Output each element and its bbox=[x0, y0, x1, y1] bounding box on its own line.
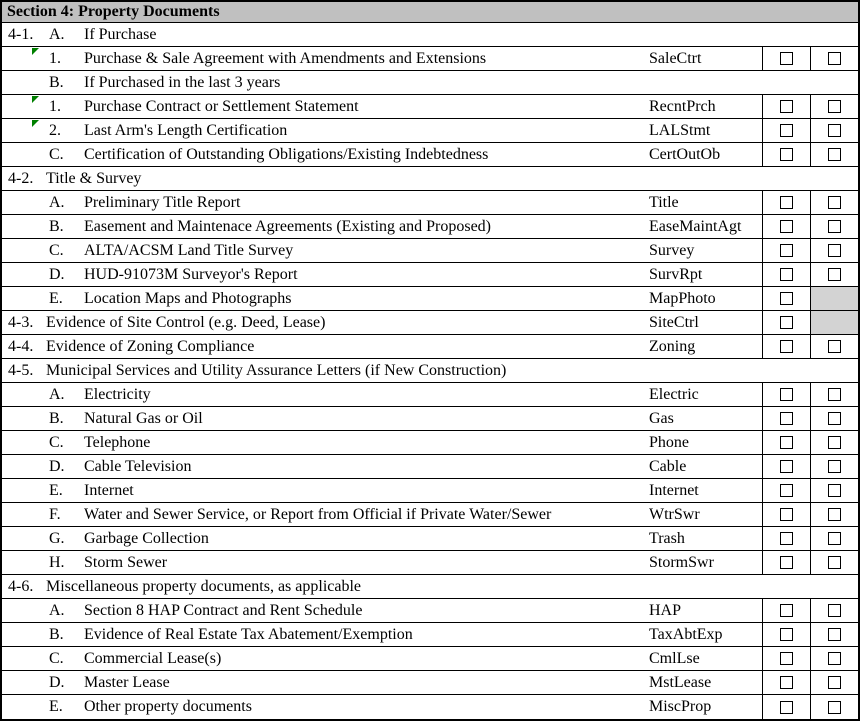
checkbox-2[interactable] bbox=[828, 388, 841, 401]
checkbox-1[interactable] bbox=[780, 292, 793, 305]
item-number bbox=[2, 119, 46, 142]
item-description-cell bbox=[46, 311, 646, 334]
checkbox-1[interactable] bbox=[780, 436, 793, 449]
item-code: LALStmt bbox=[649, 121, 711, 139]
checkbox-cell-2 bbox=[810, 287, 858, 310]
item-code: TaxAbtExp bbox=[649, 625, 723, 643]
item-description-cell bbox=[46, 455, 646, 478]
item-code: MstLease bbox=[649, 673, 712, 691]
item-number: 4-1. bbox=[8, 25, 34, 43]
item-number bbox=[2, 407, 46, 430]
item-description: Cable Television bbox=[84, 457, 192, 475]
checkbox-1[interactable] bbox=[780, 508, 793, 521]
item-sub-label: D. bbox=[49, 457, 65, 475]
item-description: If Purchased in the last 3 years bbox=[84, 73, 281, 91]
checkbox-cell-2 bbox=[810, 335, 858, 358]
table-row bbox=[2, 671, 858, 695]
table-row bbox=[2, 335, 858, 359]
item-code bbox=[646, 23, 762, 46]
item-sub-label: A. bbox=[49, 385, 65, 403]
item-description: Purchase Contract or Settlement Statement bbox=[84, 97, 359, 115]
checkbox-cell-2 bbox=[810, 119, 858, 142]
item-description-cell bbox=[46, 167, 646, 190]
checkbox-cell-2 bbox=[810, 71, 858, 94]
checkbox-2[interactable] bbox=[828, 268, 841, 281]
item-sub-label: C. bbox=[49, 145, 64, 163]
checkbox-1[interactable] bbox=[780, 100, 793, 113]
checkbox-cell-2 bbox=[810, 527, 858, 550]
checkbox-cell-1 bbox=[762, 695, 810, 719]
item-sub-label: A. bbox=[49, 25, 65, 43]
checkbox-2[interactable] bbox=[828, 676, 841, 689]
item-sub-label: 1. bbox=[49, 97, 61, 115]
item-number bbox=[2, 671, 46, 694]
table-row bbox=[2, 71, 858, 95]
item-sub-label: B. bbox=[49, 409, 64, 427]
checkbox-2[interactable] bbox=[828, 148, 841, 161]
checkbox-2[interactable] bbox=[828, 220, 841, 233]
table-row bbox=[2, 311, 858, 335]
item-description-cell bbox=[46, 527, 646, 550]
checkbox-1[interactable] bbox=[780, 340, 793, 353]
item-code: Title bbox=[649, 193, 679, 211]
item-code: HAP bbox=[649, 601, 682, 619]
table-row bbox=[2, 23, 858, 47]
table-row bbox=[2, 239, 858, 263]
item-sub-label: B. bbox=[49, 217, 64, 235]
item-code: SiteCtrl bbox=[649, 313, 699, 331]
table-row bbox=[2, 47, 858, 71]
checkbox-1[interactable] bbox=[780, 556, 793, 569]
item-description: Easement and Maintenace Agreements (Existing and Proposed) bbox=[84, 217, 491, 235]
item-sub-label: C. bbox=[49, 649, 64, 667]
checkbox-1[interactable] bbox=[780, 628, 793, 641]
item-code: SurvRpt bbox=[649, 265, 703, 283]
table-row bbox=[2, 599, 858, 623]
item-number: 4-5. bbox=[8, 361, 34, 379]
item-description-cell bbox=[46, 143, 646, 166]
checkbox-cell-1 bbox=[762, 479, 810, 502]
item-description-cell bbox=[46, 239, 646, 262]
section-header bbox=[2, 2, 858, 23]
item-sub-label: E. bbox=[49, 481, 63, 499]
item-number bbox=[2, 239, 46, 262]
checkbox-1[interactable] bbox=[780, 604, 793, 617]
checkbox-2[interactable] bbox=[828, 556, 841, 569]
item-code: Trash bbox=[649, 529, 685, 547]
item-code: Gas bbox=[649, 409, 674, 427]
checkbox-2[interactable] bbox=[828, 532, 841, 545]
item-code bbox=[646, 575, 762, 598]
checkbox-cell-1 bbox=[762, 95, 810, 118]
checkbox-1[interactable] bbox=[780, 676, 793, 689]
item-description-cell bbox=[46, 695, 646, 719]
item-sub-label: 1. bbox=[49, 49, 61, 67]
checkbox-2[interactable] bbox=[828, 196, 841, 209]
table-row bbox=[2, 479, 858, 503]
item-number: 4-2. bbox=[8, 169, 34, 187]
item-number bbox=[2, 287, 46, 310]
item-number bbox=[2, 143, 46, 166]
item-description-cell bbox=[46, 479, 646, 502]
checkbox-2[interactable] bbox=[828, 124, 841, 137]
item-description-cell bbox=[46, 263, 646, 286]
table-row bbox=[2, 263, 858, 287]
checkbox-cell-1 bbox=[762, 143, 810, 166]
item-description: Storm Sewer bbox=[84, 553, 168, 571]
checkbox-cell-2 bbox=[810, 551, 858, 574]
checkbox-cell-2 bbox=[810, 23, 858, 46]
item-sub-label: H. bbox=[49, 553, 65, 571]
checkbox-cell-1 bbox=[762, 215, 810, 238]
table-row bbox=[2, 287, 858, 311]
table-row bbox=[2, 167, 858, 191]
checkbox-2[interactable] bbox=[828, 340, 841, 353]
item-number bbox=[2, 479, 46, 502]
table-row bbox=[2, 359, 858, 383]
item-sub-label: E. bbox=[49, 698, 63, 715]
checkbox-cell-2 bbox=[810, 143, 858, 166]
item-description: Telephone bbox=[84, 433, 151, 451]
item-description: Evidence of Site Control (e.g. Deed, Lease) bbox=[46, 313, 326, 331]
item-description: Title & Survey bbox=[46, 169, 142, 187]
checkbox-2[interactable] bbox=[828, 460, 841, 473]
table-row bbox=[2, 503, 858, 527]
checkbox-cell-2 bbox=[810, 455, 858, 478]
checkbox-cell-1 bbox=[762, 167, 810, 190]
item-sub-label: F. bbox=[49, 505, 61, 523]
item-description: Electricity bbox=[84, 385, 151, 403]
checkbox-cell-1 bbox=[762, 263, 810, 286]
item-description: Garbage Collection bbox=[84, 529, 209, 547]
item-number bbox=[2, 191, 46, 214]
checkbox-cell-2 bbox=[810, 479, 858, 502]
checkbox-cell-2 bbox=[810, 431, 858, 454]
checkbox-2[interactable] bbox=[828, 412, 841, 425]
checkbox-1[interactable] bbox=[780, 124, 793, 137]
item-description: Commercial Lease(s) bbox=[84, 649, 222, 667]
item-code bbox=[646, 167, 762, 190]
item-description: Location Maps and Photographs bbox=[84, 289, 292, 307]
item-code bbox=[646, 359, 762, 382]
checkbox-1[interactable] bbox=[780, 316, 793, 329]
item-number bbox=[2, 647, 46, 670]
checkbox-cell-1 bbox=[762, 599, 810, 622]
item-description: Certification of Outstanding Obligations/Existing Indebtedness bbox=[84, 145, 489, 163]
checkbox-cell-2 bbox=[810, 575, 858, 598]
item-code: Phone bbox=[649, 433, 689, 451]
table-row bbox=[2, 95, 858, 119]
item-description: Last Arm's Length Certification bbox=[84, 121, 288, 139]
checkbox-2[interactable] bbox=[828, 52, 841, 65]
item-code: MapPhoto bbox=[649, 289, 716, 307]
item-description-cell bbox=[46, 71, 646, 94]
item-code: MiscProp bbox=[649, 698, 712, 715]
comment-indicator-icon bbox=[32, 48, 39, 55]
item-description-cell bbox=[46, 623, 646, 646]
table-row bbox=[2, 383, 858, 407]
item-number: 4-3. bbox=[8, 313, 34, 331]
checkbox-cell-2 bbox=[810, 191, 858, 214]
item-description-cell bbox=[46, 47, 646, 70]
table-row bbox=[2, 695, 858, 719]
checkbox-1[interactable] bbox=[780, 268, 793, 281]
table-row bbox=[2, 551, 858, 575]
item-number: 4-4. bbox=[8, 337, 34, 355]
item-sub-label: A. bbox=[49, 601, 65, 619]
item-description: If Purchase bbox=[84, 25, 157, 43]
item-description: ALTA/ACSM Land Title Survey bbox=[84, 241, 294, 259]
item-code: Zoning bbox=[649, 337, 696, 355]
item-description-cell bbox=[46, 119, 646, 142]
item-code: EaseMaintAgt bbox=[649, 217, 742, 235]
checkbox-1[interactable] bbox=[780, 412, 793, 425]
item-code: RecntPrch bbox=[649, 97, 716, 115]
section-title: Section 4: Property Documents bbox=[7, 3, 220, 20]
table-row bbox=[2, 647, 858, 671]
checkbox-cell-1 bbox=[762, 311, 810, 334]
checkbox-cell-1 bbox=[762, 335, 810, 358]
checkbox-2[interactable] bbox=[828, 628, 841, 641]
item-number bbox=[2, 455, 46, 478]
checkbox-cell-2 bbox=[810, 359, 858, 382]
item-number bbox=[2, 527, 46, 550]
item-number bbox=[2, 215, 46, 238]
item-description-cell bbox=[46, 503, 646, 526]
checkbox-1[interactable] bbox=[780, 388, 793, 401]
checkbox-cell-1 bbox=[762, 287, 810, 310]
checkbox-2[interactable] bbox=[828, 436, 841, 449]
item-number bbox=[2, 503, 46, 526]
checkbox-2[interactable] bbox=[828, 484, 841, 497]
item-description-cell bbox=[46, 575, 646, 598]
checkbox-cell-1 bbox=[762, 527, 810, 550]
checkbox-1[interactable] bbox=[780, 701, 793, 714]
checkbox-cell-2 bbox=[810, 647, 858, 670]
item-description-cell bbox=[46, 599, 646, 622]
table-row bbox=[2, 191, 858, 215]
item-code: Cable bbox=[649, 457, 687, 475]
table-row bbox=[2, 455, 858, 479]
checkbox-1[interactable] bbox=[780, 52, 793, 65]
table-row bbox=[2, 143, 858, 167]
checkbox-cell-1 bbox=[762, 431, 810, 454]
item-sub-label: B. bbox=[49, 73, 64, 91]
item-code: SaleCtrt bbox=[649, 49, 702, 67]
checkbox-cell-1 bbox=[762, 503, 810, 526]
item-number bbox=[2, 599, 46, 622]
table-row bbox=[2, 623, 858, 647]
item-code: CertOutOb bbox=[649, 145, 721, 163]
item-code: Electric bbox=[649, 385, 699, 403]
item-description-cell bbox=[46, 359, 646, 382]
item-description: Miscellaneous property documents, as applicable bbox=[46, 577, 362, 595]
item-description: Water and Sewer Service, or Report from Official if Private Water/Sewer bbox=[84, 505, 552, 523]
item-description: Section 8 HAP Contract and Rent Schedule bbox=[84, 601, 363, 619]
table-row bbox=[2, 215, 858, 239]
checkbox-2[interactable] bbox=[828, 701, 841, 714]
checkbox-cell-1 bbox=[762, 623, 810, 646]
item-description: Evidence of Zoning Compliance bbox=[46, 337, 255, 355]
item-description-cell bbox=[46, 551, 646, 574]
item-code: StormSwr bbox=[649, 553, 714, 571]
checkbox-cell-2 bbox=[810, 623, 858, 646]
item-number bbox=[2, 623, 46, 646]
item-description: Purchase & Sale Agreement with Amendments and Extensions bbox=[84, 49, 487, 67]
table-row bbox=[2, 119, 858, 143]
item-number: 4-6. bbox=[8, 577, 34, 595]
checkbox-1[interactable] bbox=[780, 148, 793, 161]
checkbox-1[interactable] bbox=[780, 484, 793, 497]
checkbox-2[interactable] bbox=[828, 652, 841, 665]
item-description: Preliminary Title Report bbox=[84, 193, 241, 211]
item-number bbox=[2, 695, 46, 719]
item-description-cell bbox=[46, 431, 646, 454]
checkbox-cell-1 bbox=[762, 119, 810, 142]
checkbox-2[interactable] bbox=[828, 604, 841, 617]
item-number bbox=[2, 263, 46, 286]
item-description: HUD-91073M Surveyor's Report bbox=[84, 265, 298, 283]
checkbox-cell-2 bbox=[810, 167, 858, 190]
checkbox-cell-2 bbox=[810, 695, 858, 719]
checkbox-cell-2 bbox=[810, 671, 858, 694]
checkbox-2[interactable] bbox=[828, 100, 841, 113]
item-description: Natural Gas or Oil bbox=[84, 409, 203, 427]
item-description-cell bbox=[46, 191, 646, 214]
checkbox-cell-1 bbox=[762, 47, 810, 70]
item-description: Municipal Services and Utility Assurance Letters (if New Construction) bbox=[46, 361, 507, 379]
checkbox-cell-2 bbox=[810, 47, 858, 70]
item-number bbox=[2, 551, 46, 574]
item-code: CmlLse bbox=[649, 649, 700, 667]
checkbox-1[interactable] bbox=[780, 460, 793, 473]
checkbox-cell-1 bbox=[762, 551, 810, 574]
item-sub-label: E. bbox=[49, 289, 63, 307]
checkbox-cell-2 bbox=[810, 95, 858, 118]
table-row bbox=[2, 407, 858, 431]
checkbox-cell-2 bbox=[810, 215, 858, 238]
item-sub-label: G. bbox=[49, 529, 65, 547]
item-number bbox=[2, 431, 46, 454]
checkbox-cell-1 bbox=[762, 191, 810, 214]
checkbox-cell-2 bbox=[810, 263, 858, 286]
checkbox-cell-1 bbox=[762, 359, 810, 382]
item-description-cell bbox=[46, 671, 646, 694]
item-sub-label: D. bbox=[49, 673, 65, 691]
item-description-cell bbox=[46, 647, 646, 670]
checkbox-cell-1 bbox=[762, 455, 810, 478]
checkbox-cell-2 bbox=[810, 311, 858, 334]
checkbox-cell-1 bbox=[762, 239, 810, 262]
item-description: Internet bbox=[84, 481, 134, 499]
item-code bbox=[646, 71, 762, 94]
checkbox-cell-1 bbox=[762, 23, 810, 46]
checkbox-cell-1 bbox=[762, 407, 810, 430]
comment-indicator-icon bbox=[32, 96, 39, 103]
checkbox-1[interactable] bbox=[780, 532, 793, 545]
checkbox-2[interactable] bbox=[828, 244, 841, 257]
item-sub-label: B. bbox=[49, 625, 64, 643]
checkbox-cell-2 bbox=[810, 503, 858, 526]
item-sub-label: C. bbox=[49, 241, 64, 259]
checkbox-cell-2 bbox=[810, 239, 858, 262]
checkbox-cell-2 bbox=[810, 383, 858, 406]
item-code: WtrSwr bbox=[649, 505, 700, 523]
table-row bbox=[2, 575, 858, 599]
item-number bbox=[2, 47, 46, 70]
item-description: Evidence of Real Estate Tax Abatement/Exemption bbox=[84, 625, 413, 643]
comment-indicator-icon bbox=[32, 120, 39, 127]
checkbox-1[interactable] bbox=[780, 220, 793, 233]
item-description-cell bbox=[46, 95, 646, 118]
checkbox-cell-2 bbox=[810, 599, 858, 622]
checkbox-1[interactable] bbox=[780, 244, 793, 257]
item-description-cell bbox=[46, 287, 646, 310]
checkbox-cell-2 bbox=[810, 407, 858, 430]
rows-body bbox=[2, 23, 858, 719]
checkbox-2[interactable] bbox=[828, 508, 841, 521]
item-sub-label: D. bbox=[49, 265, 65, 283]
item-number bbox=[2, 383, 46, 406]
item-number bbox=[2, 95, 46, 118]
item-description-cell bbox=[46, 407, 646, 430]
item-description-cell bbox=[46, 383, 646, 406]
table-row bbox=[2, 431, 858, 455]
checkbox-cell-1 bbox=[762, 575, 810, 598]
item-description-cell bbox=[46, 335, 646, 358]
item-code: Internet bbox=[649, 481, 699, 499]
checkbox-1[interactable] bbox=[780, 196, 793, 209]
item-description: Other property documents bbox=[84, 698, 252, 715]
table-row bbox=[2, 527, 858, 551]
item-description-cell bbox=[46, 215, 646, 238]
checkbox-cell-1 bbox=[762, 671, 810, 694]
item-sub-label: C. bbox=[49, 433, 64, 451]
checkbox-cell-1 bbox=[762, 71, 810, 94]
item-code: Survey bbox=[649, 241, 695, 259]
checkbox-1[interactable] bbox=[780, 652, 793, 665]
checkbox-cell-1 bbox=[762, 383, 810, 406]
item-description-cell bbox=[46, 23, 646, 46]
checkbox-cell-1 bbox=[762, 647, 810, 670]
item-description: Master Lease bbox=[84, 673, 170, 691]
item-sub-label: A. bbox=[49, 193, 65, 211]
item-number bbox=[2, 71, 46, 94]
item-sub-label: 2. bbox=[49, 121, 61, 139]
